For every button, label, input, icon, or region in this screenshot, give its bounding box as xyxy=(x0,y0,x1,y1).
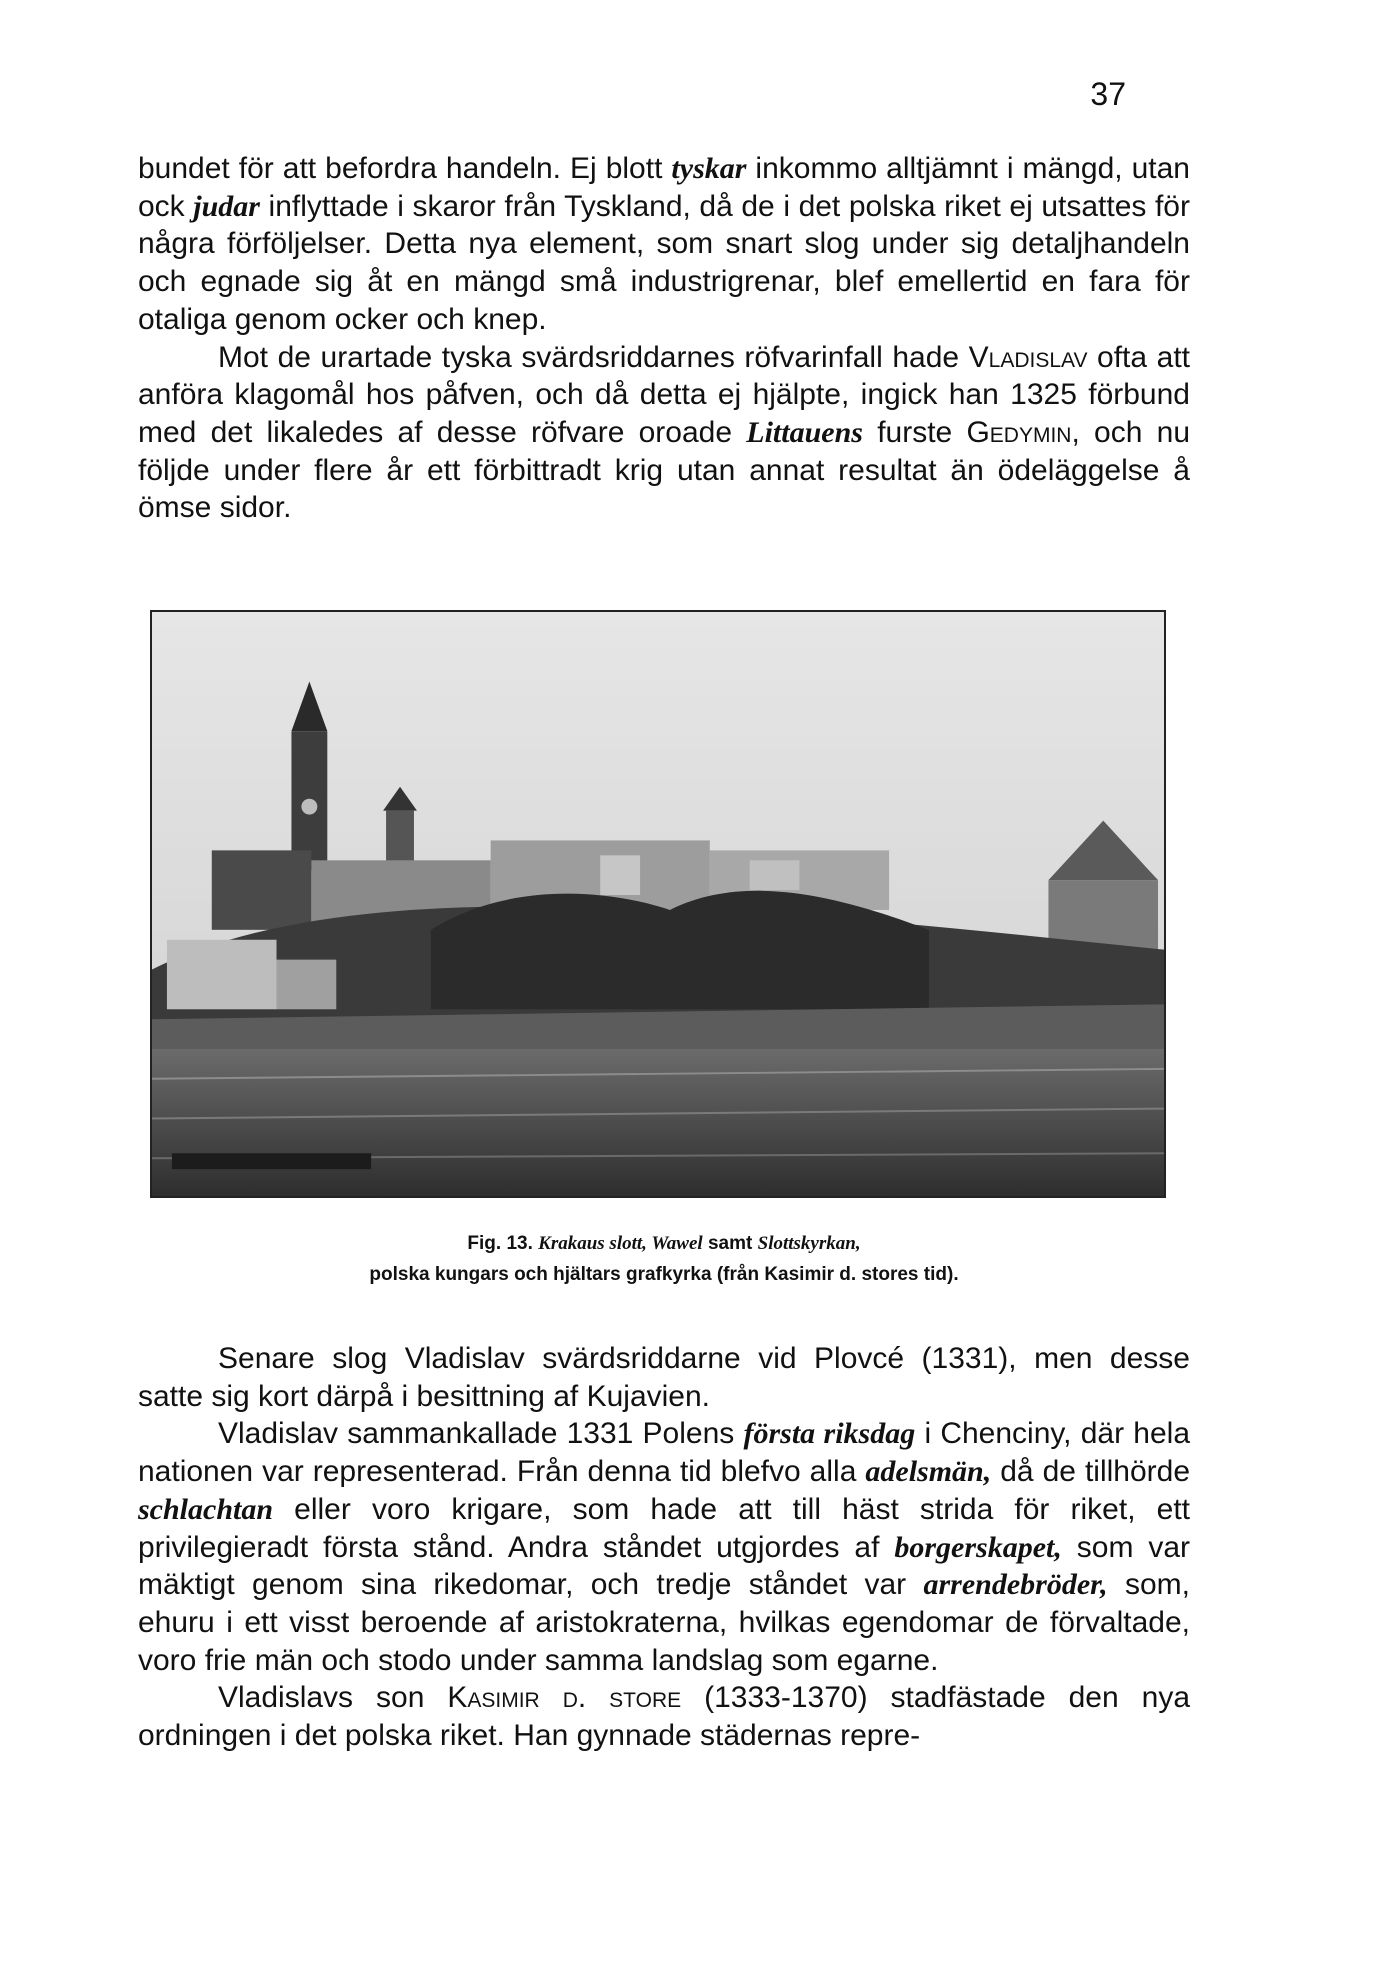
italic-term: judar xyxy=(193,189,260,223)
paragraph xyxy=(138,150,1190,339)
top-text-block xyxy=(138,150,1190,527)
italic-term: arrendebröder, xyxy=(923,1568,1108,1602)
text-run: bundet för att befordra handeln. Ej blott xyxy=(138,152,672,185)
italic-term: tyskar xyxy=(671,152,747,185)
bottom-text-block xyxy=(138,1340,1190,1755)
caption-italic: Slottskyrkan, xyxy=(757,1233,861,1254)
text-run: , och nu följde under flere år ett förbittradt krig utan annat resultat än ödeläggelse å ömse sidor. xyxy=(138,415,1191,525)
italic-term: borgerskapet, xyxy=(894,1530,1062,1564)
page-number: 37 xyxy=(1090,76,1126,112)
italic-term: första riksdag xyxy=(743,1417,916,1451)
text-run: Vladislavs son xyxy=(218,1681,448,1715)
caption-label: Fig. 13. xyxy=(467,1233,539,1254)
castle-illustration xyxy=(152,612,1164,1196)
paragraph xyxy=(138,1679,1190,1754)
text-run: Mot de urartade tyska svärdsriddarnes röfvarinfall hade xyxy=(218,340,969,374)
paragraph xyxy=(138,339,1190,528)
name-smallcaps: Vladislav xyxy=(968,340,1088,374)
text-run: (1333-1370) stadfästade den nya ordningen i det polska riket. Han gynnade städernas repre- xyxy=(138,1681,1191,1753)
italic-term: schlachtan xyxy=(138,1492,274,1526)
paragraph: Senare slog Vladislav svärdsriddarne vid Plovcé (1331), men desse satte sig kort därpå i besittning af Kujavien. xyxy=(138,1342,1190,1413)
caption-text: samt xyxy=(702,1233,758,1254)
caption-italic: Krakaus slott, Wawel xyxy=(538,1233,703,1254)
italic-term: adelsmän, xyxy=(865,1455,992,1489)
text-run: furste xyxy=(862,415,967,449)
paragraph xyxy=(138,1415,1190,1679)
text-run: inkommo alltjämnt i mängd, utan ock xyxy=(138,152,1190,223)
text-run: i Chenciny, där hela nationen var representerad. Från denna tid blefvo alla xyxy=(138,1417,1191,1489)
text-run: ofta att anföra klagomål hos påfven, och då detta ej hjälpte, ingick han 1325 förbund med det likaledes af desse röfvare oroade xyxy=(138,340,1190,449)
italic-term: Littauens xyxy=(746,415,863,449)
caption-line-2: polska kungars och hjältars grafkyrka (från Kasimir d. stores tid). xyxy=(369,1264,959,1285)
name-smallcaps: Kasimir d. store xyxy=(447,1681,682,1715)
figure-caption xyxy=(138,1228,1190,1290)
text-run: som, ehuru i ett visst beroende af aristokraterna, hvilkas egendomar de förvaltade, voro frie män och stodo under samma landslag som egarne. xyxy=(138,1568,1190,1677)
name-smallcaps: Gedymin xyxy=(966,415,1072,449)
text-run: Vladislav sammankallade 1331 Polens xyxy=(218,1417,744,1451)
text-run: eller voro krigare, som hade att till häst strida för riket, ett privilegieradt första stånd. Andra ståndet utgjordes af xyxy=(138,1492,1190,1564)
text-run: inflyttade i skaror från Tyskland, då de i det polska riket ej utsattes för några förföljelser. Detta nya element, som snart slog under sig detaljhandeln och egnade sig åt en mängd små industrigrenar, blef emellertid en fara för otaliga genom ocker och knep. xyxy=(138,189,1190,336)
caption-line-1 xyxy=(138,1228,1190,1259)
castle-photograph xyxy=(150,610,1166,1198)
text-run: som var mäktigt genom sina rikedomar, och tredje ståndet var xyxy=(138,1530,1191,1602)
text-run: då de tillhörde xyxy=(991,1455,1191,1489)
